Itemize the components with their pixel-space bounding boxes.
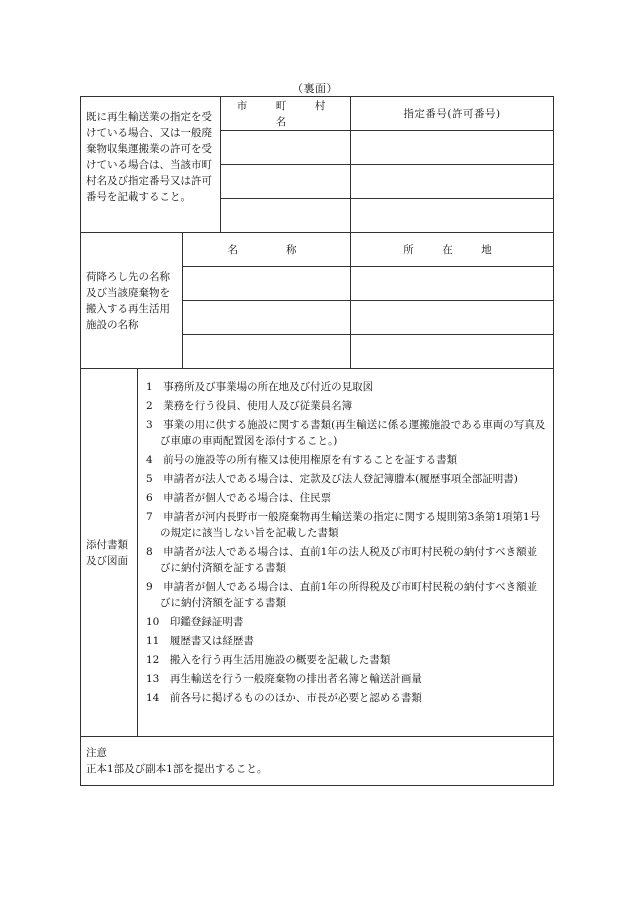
designation-number-cell-3[interactable] — [351, 199, 554, 233]
facility-location-header: 所 在 地 — [351, 233, 554, 267]
municipality-name-cell-3[interactable] — [221, 199, 351, 233]
facility-location-cell-3[interactable] — [351, 335, 554, 369]
notes-heading: 注意 — [86, 747, 107, 759]
notes-text: 正本1部及び副本1部を提出すること。 — [86, 763, 268, 775]
notes-cell — [81, 737, 554, 786]
attachment-item: 6 申請者が個人である場合は、住民票 — [146, 492, 332, 504]
attachment-item: 9 申請者が個人である場合は、直前1年の所得税及び市町村民税の納付すべき額並びに納付済額を証する書類 — [146, 581, 538, 609]
application-form-table — [80, 96, 554, 786]
attachment-item: 8 申請者が法人である場合は、直前1年の法人税及び市町村民税の納付すべき額並びに納付済額を証する書類 — [146, 546, 538, 574]
page-heading: （裏面） — [292, 82, 338, 95]
facility-name-cell-3[interactable] — [183, 335, 351, 369]
attachment-item: 10 印鑑登録証明書 — [146, 616, 244, 628]
unloading-destination-label: 荷降ろし先の名称及び当該廃棄物を搬入する再生活用施設の名称 — [81, 233, 183, 369]
attachment-item: 1 事務所及び事業場の所在地及び付近の見取図 — [146, 381, 374, 393]
attachments-label: 添付書類及び図面 — [81, 369, 138, 737]
attachment-item: 7 申請者が河内長野市一般廃棄物再生輸送業の指定に関する規則第3条第1項第1号の規定に該当しない旨を記載した書類 — [146, 511, 541, 539]
facility-name-cell-2[interactable] — [183, 301, 351, 335]
designation-number-cell-1[interactable] — [351, 131, 554, 165]
attachment-item: 11 履歴書又は経歴書 — [146, 635, 254, 647]
attachment-item: 13 再生輸送を行う一般廃棄物の排出者名簿と輸送計画量 — [146, 673, 422, 685]
attachment-item: 4 前号の施設等の所有権又は使用権原を有することを証する書類 — [146, 454, 458, 466]
attachment-item: 2 業務を行う役員、使用人及び従業員名簿 — [146, 400, 353, 412]
attachment-item: 12 搬入を行う再生活用施設の概要を記載した書類 — [146, 654, 391, 666]
designation-number-header: 指定番号(許可番号) — [351, 97, 554, 131]
attachments-list — [138, 369, 554, 737]
attachment-item: 3 事業の用に供する施設に関する書類(再生輸送に係る運搬施設である車両の写真及び車庫の車両配置図を添付すること。) — [146, 419, 546, 447]
facility-name-cell-1[interactable] — [183, 267, 351, 301]
designation-number-cell-2[interactable] — [351, 165, 554, 199]
municipality-name-cell-1[interactable] — [221, 131, 351, 165]
facility-name-header: 名 称 — [183, 233, 351, 267]
attachment-item: 5 申請者が法人である場合は、定款及び法人登記簿謄本(履歴事項全部証明書) — [146, 473, 518, 485]
attachment-item: 14 前各号に掲げるもののほか、市長が必要と認める書類 — [146, 692, 422, 704]
facility-location-cell-1[interactable] — [351, 267, 554, 301]
existing-designation-label: 既に再生輸送業の指定を受けている場合、又は一般廃棄物収集運搬業の許可を受けている場合は、当該市町村名及び指定番号又は許可番号を記載すること。 — [81, 97, 221, 233]
municipality-name-header: 市 町 村 名 — [221, 97, 351, 131]
municipality-name-cell-2[interactable] — [221, 165, 351, 199]
facility-location-cell-2[interactable] — [351, 301, 554, 335]
